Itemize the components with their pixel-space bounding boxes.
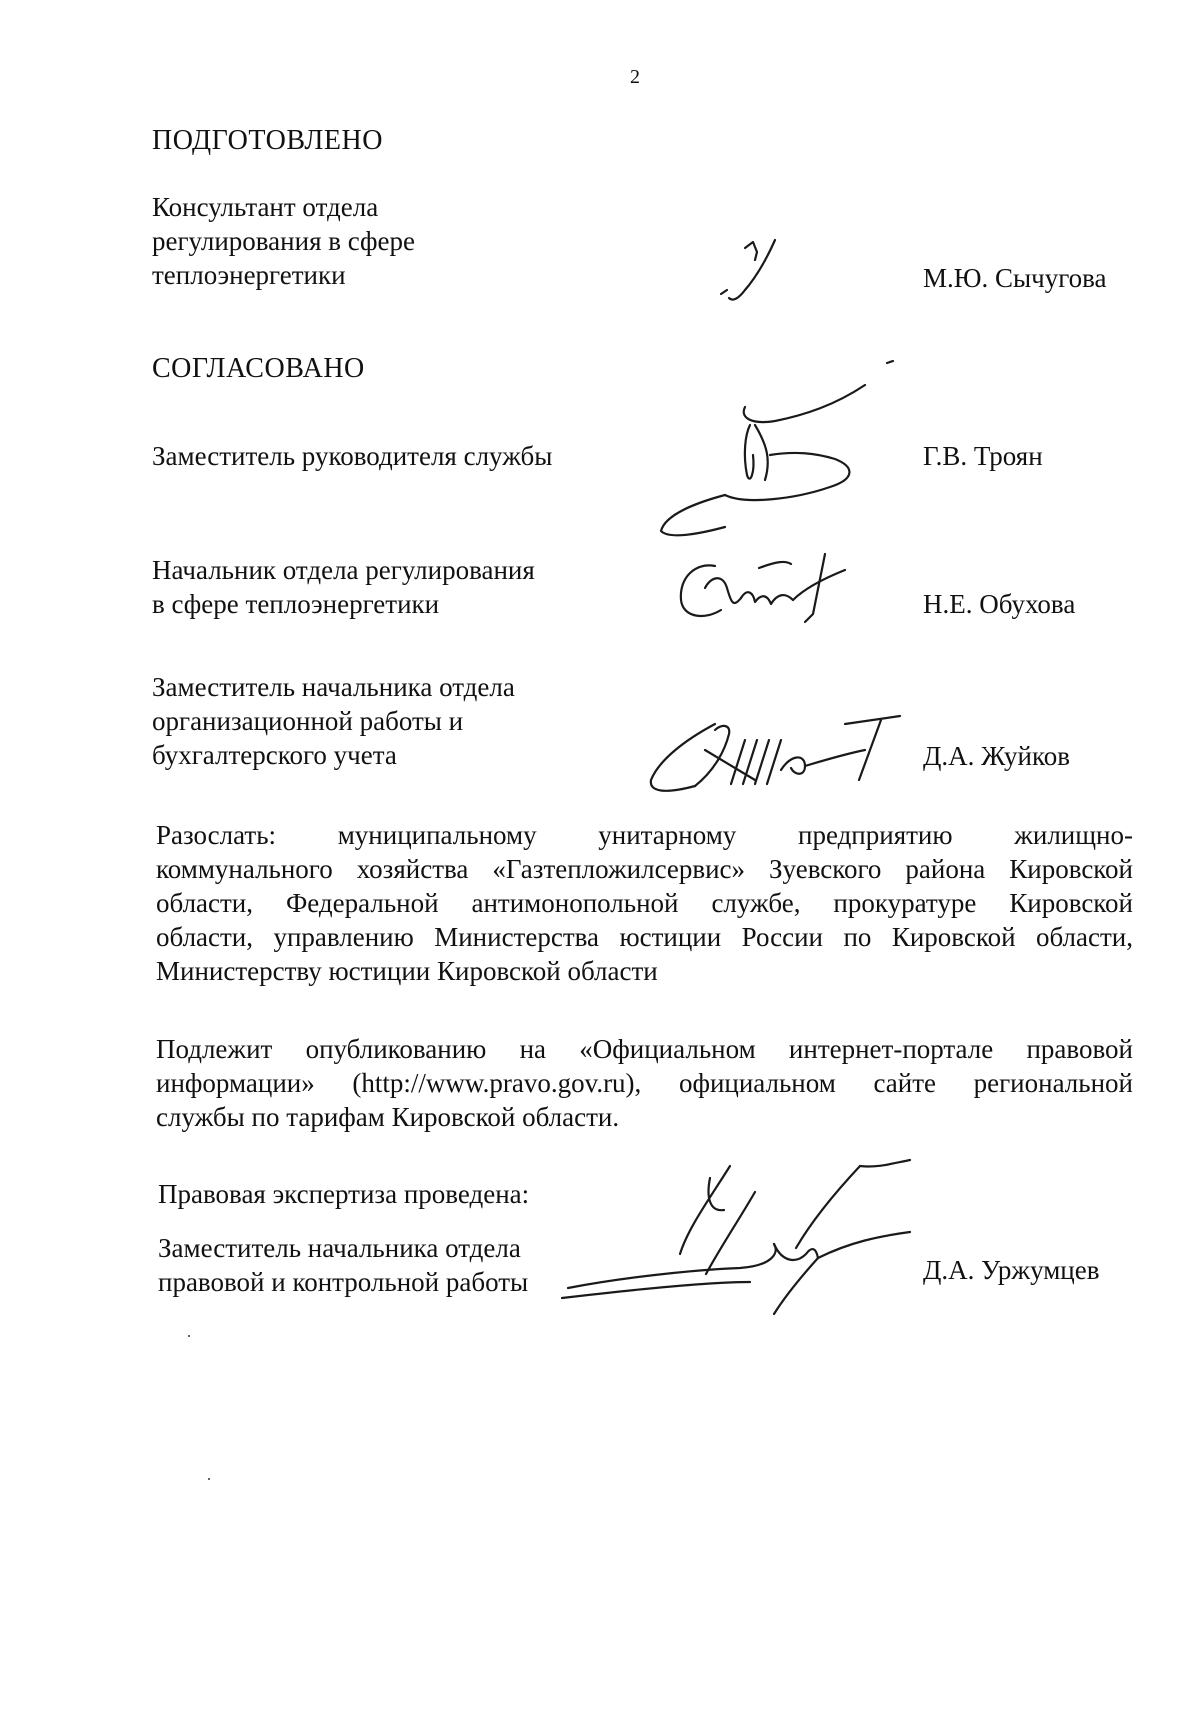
page-number: 2 <box>630 66 640 88</box>
signer-name: М.Ю. Сычугова <box>923 263 1107 293</box>
paragraph-line: службы по тарифам Кировской области. <box>156 1102 620 1132</box>
position-line: организационной работы и <box>152 706 464 736</box>
paragraph-line: информации» (http://www.pravo.gov.ru), официальном сайте региональной <box>156 1068 1133 1098</box>
position-line: Заместитель начальника отдела <box>158 1233 521 1263</box>
position-line: Начальник отдела регулирования <box>152 555 535 585</box>
paragraph-line: Подлежит опубликованию на «Официальном интернет-портале правовой <box>156 1034 1133 1064</box>
legal-review-position <box>158 1231 528 1299</box>
scan-speck <box>208 1478 210 1480</box>
publication-note <box>156 1032 1133 1134</box>
prepared-heading: ПОДГОТОВЛЕНО <box>152 125 383 156</box>
signature-urzhumtsev <box>560 1158 930 1318</box>
position-line: правовой и контрольной работы <box>158 1267 529 1297</box>
position-line: бухгалтерского учета <box>152 740 397 770</box>
signature-sychugova <box>715 238 805 308</box>
paragraph-line: Министерству юстиции Кировской области <box>156 956 658 986</box>
agreed-heading: СОГЛАСОВАНО <box>152 353 365 384</box>
signer-name: Д.А. Жуйков <box>923 741 1070 771</box>
agreed-signer-2-position <box>152 553 535 621</box>
paragraph-line: коммунального хозяйства «Газтепложилсервис» Зуевского района Кировской <box>156 854 1133 884</box>
position-line: регулирования в сфере <box>152 226 416 256</box>
signature-obukhova <box>675 548 855 628</box>
position-line: Заместитель начальника отдела <box>152 672 515 702</box>
distribution-list <box>156 818 1133 988</box>
position-line: теплоэнергетики <box>152 260 346 290</box>
signer-name: Н.Е. Обухова <box>923 589 1076 619</box>
agreed-signer-1-position <box>152 439 552 473</box>
agreed-signer-3-position <box>152 670 515 772</box>
paragraph-line: области, управлению Министерства юстиции России по Кировской области, <box>156 922 1133 952</box>
signature-troyan <box>655 355 900 540</box>
paragraph-line: Разослать: муниципальному унитарному предприятию жилищно- <box>156 820 1133 850</box>
position-line: в сфере теплоэнергетики <box>152 589 440 619</box>
paragraph-line: области, Федеральной антимонопольной службе, прокуратуре Кировской <box>156 888 1133 918</box>
position-line: Заместитель руководителя службы <box>152 441 553 471</box>
prepared-position <box>152 190 415 292</box>
signer-name: Г.В. Троян <box>923 441 1043 471</box>
legal-review-caption: Правовая экспертиза проведена: <box>158 1179 530 1209</box>
scan-speck <box>188 1335 190 1337</box>
signature-zhuikov <box>645 710 900 800</box>
position-line: Консультант отдела <box>152 192 379 222</box>
signer-name: Д.А. Уржумцев <box>923 1255 1100 1285</box>
